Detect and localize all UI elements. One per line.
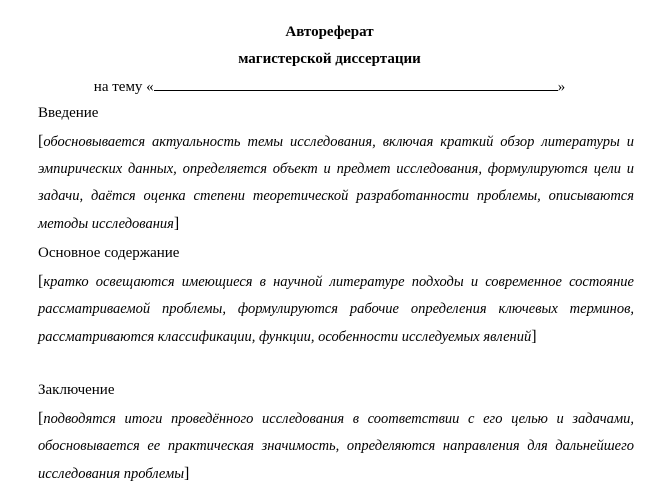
topic-blank-line [154, 77, 558, 91]
document-subtitle: магистерской диссертации [238, 51, 421, 67]
section-text: подводятся итоги проведённого исследования в соответствии с его целью и задачами, обосновывается ее практическая значимость, определяются направления для дальнейшего исследования проблемы [38, 411, 634, 482]
open-bracket: [ [38, 273, 44, 290]
section-body-conclusion [38, 405, 634, 488]
section-body-main-content [38, 268, 634, 351]
open-bracket: [ [38, 133, 44, 150]
topic-prefix: на тему « [93, 79, 154, 95]
section-heading-main-content: Основное содержание [38, 245, 180, 261]
section-text: кратко освещаются имеющиеся в научной литературе подходы и современное состояние рассматриваемой проблемы, формулируются рабочие определения ключевых терминов, рассматриваются классификации, функции, особенности исследуемых явлений [38, 274, 634, 345]
topic-suffix: » [557, 79, 566, 95]
close-bracket: ] [531, 328, 537, 345]
section-text: обосновывается актуальность темы исследования, включая краткий обзор литературы и эмпирических данных, определяется объект и предмет исследования, формулируются цели и задачи, даётся оценка степени теоретической разработанности проблемы, описываются методы исследования [38, 134, 634, 232]
section-body-introduction [38, 128, 634, 238]
section-heading-introduction: Введение [38, 105, 99, 121]
close-bracket: ] [184, 465, 190, 482]
section-heading-conclusion: Заключение [38, 382, 115, 398]
open-bracket: [ [38, 410, 44, 427]
close-bracket: ] [173, 215, 180, 232]
topic-line [0, 77, 659, 96]
document-title: Автореферат [285, 24, 374, 40]
